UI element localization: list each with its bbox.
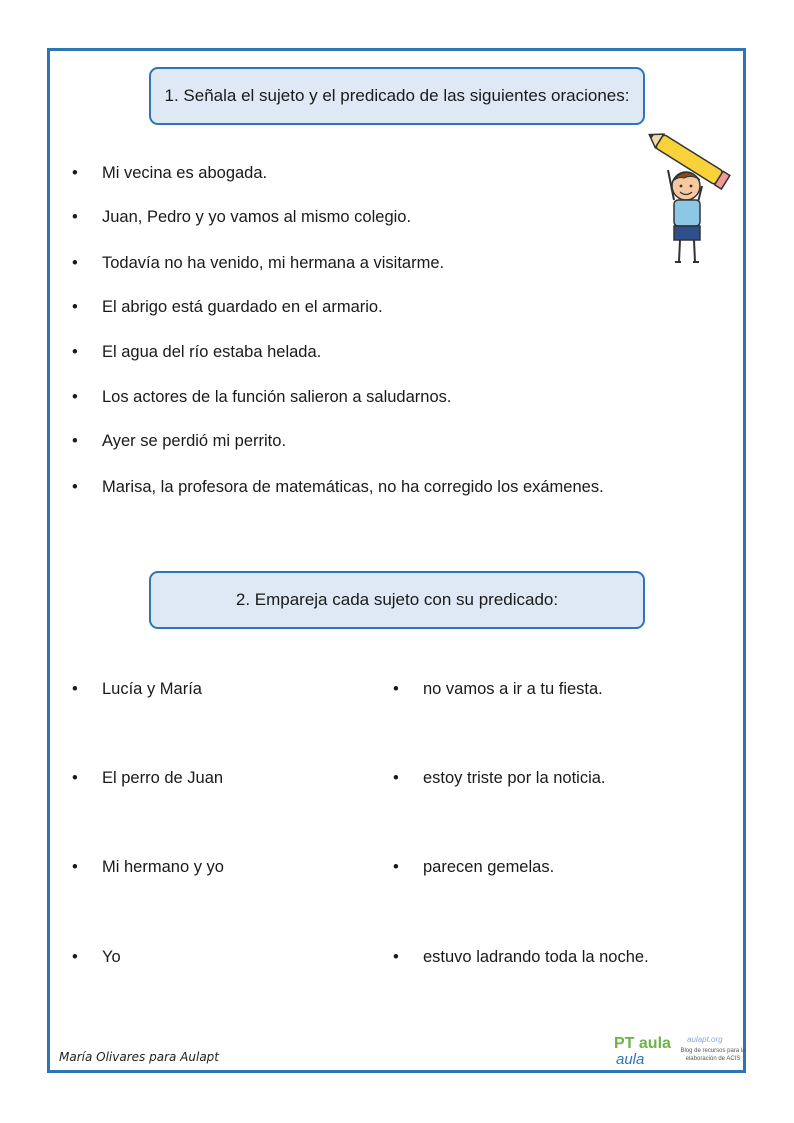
predicate-item: • estoy triste por la noticia. <box>393 769 606 787</box>
predicate-item: • no vamos a ir a tu fiesta. <box>393 680 603 698</box>
svg-text:PT aula: PT aula <box>614 1035 671 1052</box>
list-item: • El abrigo está guardado en el armario. <box>72 298 383 316</box>
list-item: • El agua del río estaba helada. <box>72 343 322 361</box>
list-item: • Todavía no ha venido, mi hermana a visitarme. <box>72 254 445 272</box>
exercise-1-title: 1. Señala el sujeto y el predicado de las siguientes oraciones: <box>149 67 645 125</box>
aulapt-logo <box>612 1032 671 1068</box>
subject-item: • Lucía y María <box>72 680 202 698</box>
predicate-item: • parecen gemelas. <box>393 858 555 876</box>
list-item: • Marisa, la profesora de matemáticas, no ha corregido los exámenes. <box>72 478 604 496</box>
list-item: • Mi vecina es abogada. <box>72 164 268 182</box>
list-item: • Los actores de la función salieron a saludarnos. <box>72 388 452 406</box>
logo-url: aulapt.org <box>687 1035 723 1044</box>
list-item: • Juan, Pedro y yo vamos al mismo colegio. <box>72 208 412 226</box>
svg-text:aula: aula <box>616 1051 645 1068</box>
subject-item: • Mi hermano y yo <box>72 858 224 876</box>
predicate-item: • estuvo ladrando toda la noche. <box>393 948 649 966</box>
exercise-2-title: 2. Empareja cada sujeto con su predicado: <box>149 571 645 629</box>
kid-with-pencil-illustration <box>640 130 740 270</box>
logo-description: Blog de recursos para la elaboración de ACIS <box>680 1048 746 1062</box>
author-credit: María Olivares para Aulapt <box>59 1050 219 1064</box>
subject-item: • El perro de Juan <box>72 769 224 787</box>
list-item: • Ayer se perdió mi perrito. <box>72 432 287 450</box>
subject-item: • Yo <box>72 948 121 966</box>
